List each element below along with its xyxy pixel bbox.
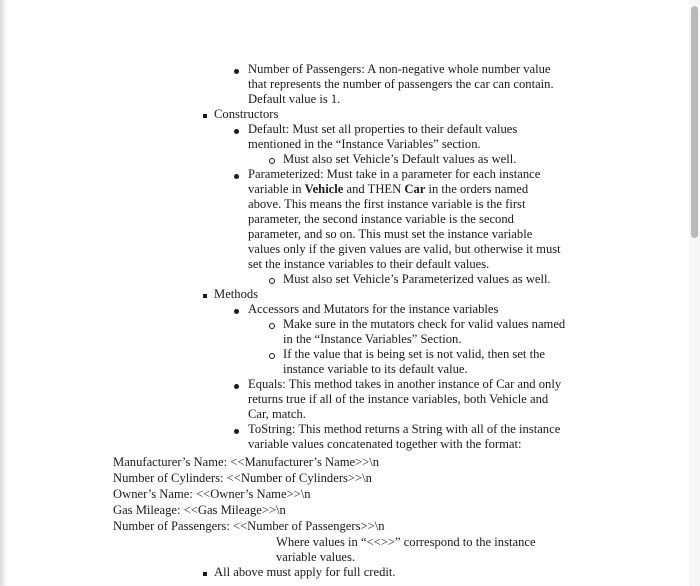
tostring-line-2: variable values concatenated together with the format: [248,437,522,451]
param-line-7: set the instance variables to their default values. [248,257,490,271]
final-bullet: All above must apply for full credit. [214,565,396,579]
equals-line-3: Car, match. [248,407,306,421]
bullet-dot [234,309,239,314]
accessors-sub1-line-1: Make sure in the mutators check for valid values named [283,317,566,331]
passengers-line-3: Default value is 1. [248,92,341,106]
bullet-dot [234,429,239,434]
format-line-passengers: Number of Passengers: <<Number of Passengers>>\n [113,519,385,533]
param-line-6: values only if the given values are valid, but otherwise it must [248,242,561,256]
bullet-square [203,572,207,576]
bullet-circle [269,353,275,359]
accessors-sub1-line-2: in the “Instance Variables” Section. [283,332,462,346]
passengers-line-1: Number of Passengers: A non-negative whole number value [248,62,551,76]
tostring-line-1: ToString: This method returns a String with all of the instance [248,422,561,436]
default-sub: Must also set Vehicle’s Default values as well. [283,152,517,166]
accessors-line: Accessors and Mutators for the instance variables [248,302,499,316]
bullet-circle [269,158,275,164]
passengers-line-2: that represents the number of passengers the car can contain. [248,77,554,91]
accessors-sub2-line-1: If the value that is being set is not valid, then set the [283,347,545,361]
bullet-circle [269,278,275,284]
param-line-2: variable in Vehicle and THEN Car in the orders named [248,182,529,196]
vertical-scrollbar[interactable] [689,0,700,586]
where-line-1: Where values in “<<>>” correspond to the instance [276,535,536,549]
param-line-1: Parameterized: Must take in a parameter for each instance [248,167,541,181]
bullet-dot [234,69,239,74]
bullet-dot [234,174,239,179]
accessors-sub2-line-2: instance variable to its default value. [283,362,468,376]
bullet-square [203,294,207,298]
format-line-manufacturer: Manufacturer’s Name: <<Manufacturer’s Name>>\n [113,455,380,469]
param-line-3: above. This means the first instance variable is the first [248,197,526,211]
bullet-circle [269,323,275,329]
format-line-cylinders: Number of Cylinders: <<Number of Cylinders>>\n [113,471,372,485]
methods-heading: Methods [214,287,259,301]
page-left-edge [0,0,8,586]
equals-line-2: returns true if all of the instance variables, both Vehicle and [248,392,549,406]
constructors-heading: Constructors [214,107,279,121]
format-line-owner: Owner’s Name: <<Owner’s Name>>\n [113,487,311,501]
default-line-1: Default: Must set all properties to their default values [248,122,518,136]
default-line-2: mentioned in the “Instance Variables” section. [248,137,481,151]
scrollbar-thumb[interactable] [691,6,698,238]
where-line-2: variable values. [276,550,356,564]
bullet-square [203,114,207,118]
bullet-dot [234,384,239,389]
bullet-dot [234,129,239,134]
param-sub: Must also set Vehicle’s Parameterized values as well. [283,272,551,286]
format-line-mileage: Gas Mileage: <<Gas Mileage>>\n [113,503,286,517]
param-line-4: parameter, the second instance variable is the second [248,212,514,226]
param-line-5: parameter, and so on. This must set the instance variable [248,227,533,241]
equals-line-1: Equals: This method takes in another instance of Car and only [248,377,562,391]
